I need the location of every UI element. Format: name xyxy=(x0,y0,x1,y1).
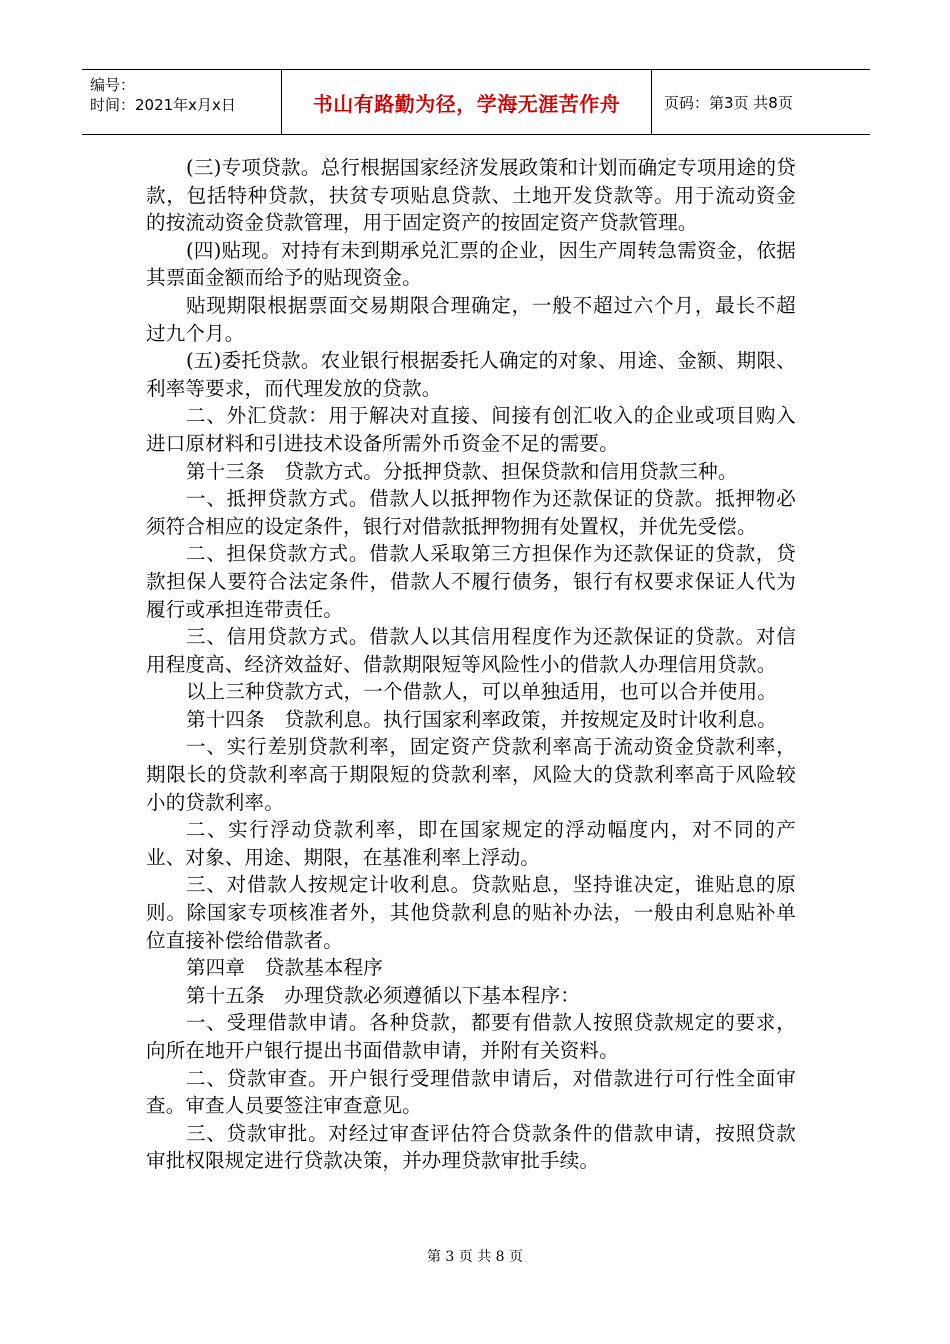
paragraph: 二、外汇贷款：用于解决对直接、间接有创汇收入的企业或项目购入进口原材料和引进技术设备所需外币资金不足的需要。 xyxy=(146,404,796,455)
paragraph: 三、信用贷款方式。借款人以其信用程度作为还款保证的贷款。对信用程度高、经济效益好、借款期限短等风险性小的借款人办理信用贷款。 xyxy=(146,625,796,676)
paragraph: 以上三种贷款方式，一个借款人，可以单独适用，也可以合并使用。 xyxy=(185,680,777,704)
article-heading: 第十四条 贷款利息。执行国家利率政策，并按规定及时计收利息。 xyxy=(185,707,777,731)
document-date: 时间：2021年x月x日 xyxy=(90,96,236,114)
header-page-info: 页码：第3页 共8页 xyxy=(664,93,793,112)
document-body xyxy=(146,154,796,1175)
document-number-label: 编号： xyxy=(90,76,136,94)
paragraph: 贴现期限根据票面交易期限合理确定，一般不超过六个月，最长不超过九个月。 xyxy=(146,293,796,345)
header-meta xyxy=(82,70,282,134)
paragraph: 一、实行差别贷款利率，固定资产贷款利率高于流动资金贷款利率，期限长的贷款利率高于期限短的贷款利率，风险大的贷款利率高于风险较小的贷款利率。 xyxy=(146,735,796,814)
paragraph: (三)专项贷款。总行根据国家经济发展政策和计划而确定专项用途的贷款，包括特种贷款，扶贫专项贴息贷款、土地开发贷款等。用于流动资金的按流动资金贷款管理，用于固定资产的按固定资产贷款管理。 xyxy=(146,156,796,235)
paragraph: 二、担保贷款方式。借款人采取第三方担保作为还款保证的贷款，贷款担保人要符合法定条件，借款人不履行债务，银行有权要求保证人代为履行或承担连带责任。 xyxy=(146,542,796,621)
chapter-heading: 第四章 贷款基本程序 xyxy=(185,956,383,980)
paragraph: 一、受理借款申请。各种贷款，都要有借款人按照贷款规定的要求，向所在地开户银行提出书面借款申请，并附有关资料。 xyxy=(146,1011,796,1062)
paragraph: 一、抵押贷款方式。借款人以抵押物作为还款保证的贷款。抵押物必须符合相应的设定条件，银行对借款抵押物拥有处置权，并优先受偿。 xyxy=(146,487,796,538)
header-motto-cell xyxy=(282,70,652,134)
paragraph: 三、贷款审批。对经过审查评估符合贷款条件的借款申请，按照贷款审批权限规定进行贷款决策，并办理贷款审批手续。 xyxy=(146,1121,796,1173)
article-heading: 第十五条 办理贷款必须遵循以下基本程序： xyxy=(185,983,580,1007)
paragraph: 二、贷款审查。开户银行受理借款申请后，对借款进行可行性全面审查。审查人员要签注审查意见。 xyxy=(146,1066,796,1118)
paragraph: 二、实行浮动贷款利率，即在国家规定的浮动幅度内，对不同的产业、对象、用途、期限，在基准利率上浮动。 xyxy=(146,818,796,869)
header-motto: 书山有路勤为径，学海无涯苦作舟 xyxy=(312,91,621,116)
paragraph: 三、对借款人按规定计收利息。贷款贴息，坚持谁决定，谁贴息的原则。除国家专项核准者外，其他贷款利息的贴补办法，一般由利息贴补单位直接补偿给借款者。 xyxy=(146,873,796,952)
page-footer: 第 3 页 共 8 页 xyxy=(426,1249,524,1265)
article-heading: 第十三条 贷款方式。分抵押贷款、担保贷款和信用贷款三种。 xyxy=(185,459,738,483)
paragraph: (五)委托贷款。农业银行根据委托人确定的对象、用途、金额、期限、利率等要求，而代理发放的贷款。 xyxy=(146,349,796,400)
paragraph: (四)贴现。对持有未到期承兑汇票的企业，因生产周转急需资金，依据其票面金额而给予的贴现资金。 xyxy=(146,238,796,290)
page-header xyxy=(82,69,870,135)
